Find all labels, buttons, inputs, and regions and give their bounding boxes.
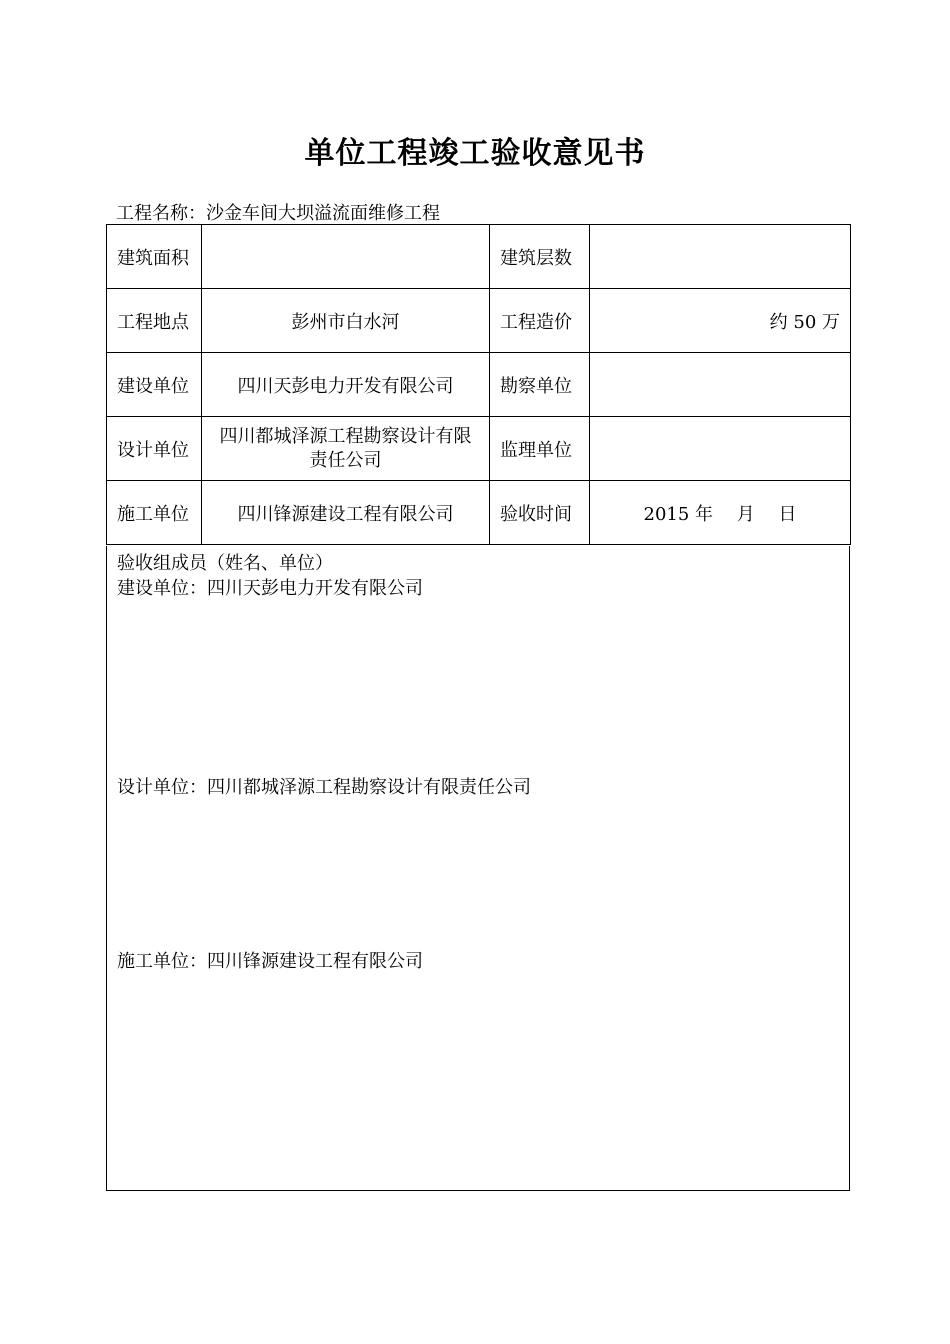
value-project-cost: 约 50 万: [590, 289, 851, 353]
label-project-cost: 工程造价: [490, 289, 590, 353]
label-acceptance-time: 验收时间: [490, 481, 590, 545]
table-row: [107, 481, 851, 545]
label-design-unit: 设计单位: [107, 417, 202, 481]
table-row: [107, 289, 851, 353]
label-building-area: 建筑面积: [107, 225, 202, 289]
acceptance-members-section: [106, 546, 850, 1191]
value-building-area: [202, 225, 490, 289]
value-building-floors: [590, 225, 851, 289]
value-builder-unit: 四川锋源建设工程有限公司: [202, 481, 490, 545]
table-row: [107, 225, 851, 289]
value-acceptance-time: 2015 年 月 日: [590, 481, 851, 545]
members-heading: 验收组成员（姓名、单位）: [117, 553, 333, 574]
label-survey-unit: 勘察单位: [490, 353, 590, 417]
label-construction-unit: 建设单位: [107, 353, 202, 417]
value-project-location: 彭州市白水河: [202, 289, 490, 353]
members-construction-unit: 建设单位：四川天彭电力开发有限公司: [117, 578, 423, 599]
members-builder-unit: 施工单位：四川锋源建设工程有限公司: [117, 951, 423, 972]
value-design-unit: 四川都城泽源工程勘察设计有限责任公司: [202, 417, 490, 481]
label-project-location: 工程地点: [107, 289, 202, 353]
label-building-floors: 建筑层数: [490, 225, 590, 289]
project-name-value: 沙金车间大坝溢流面维修工程: [206, 203, 440, 224]
members-design-unit: 设计单位：四川都城泽源工程勘察设计有限责任公司: [117, 777, 531, 798]
table-row: [107, 353, 851, 417]
project-name-line: [116, 199, 440, 225]
label-builder-unit: 施工单位: [107, 481, 202, 545]
document-title: 单位工程竣工验收意见书: [304, 136, 646, 171]
label-supervision-unit: 监理单位: [490, 417, 590, 481]
value-supervision-unit: [590, 417, 851, 481]
project-name-label: 工程名称：: [116, 203, 206, 224]
table-row: [107, 417, 851, 481]
project-info-table: [106, 224, 851, 545]
value-construction-unit: 四川天彭电力开发有限公司: [202, 353, 490, 417]
value-survey-unit: [590, 353, 851, 417]
